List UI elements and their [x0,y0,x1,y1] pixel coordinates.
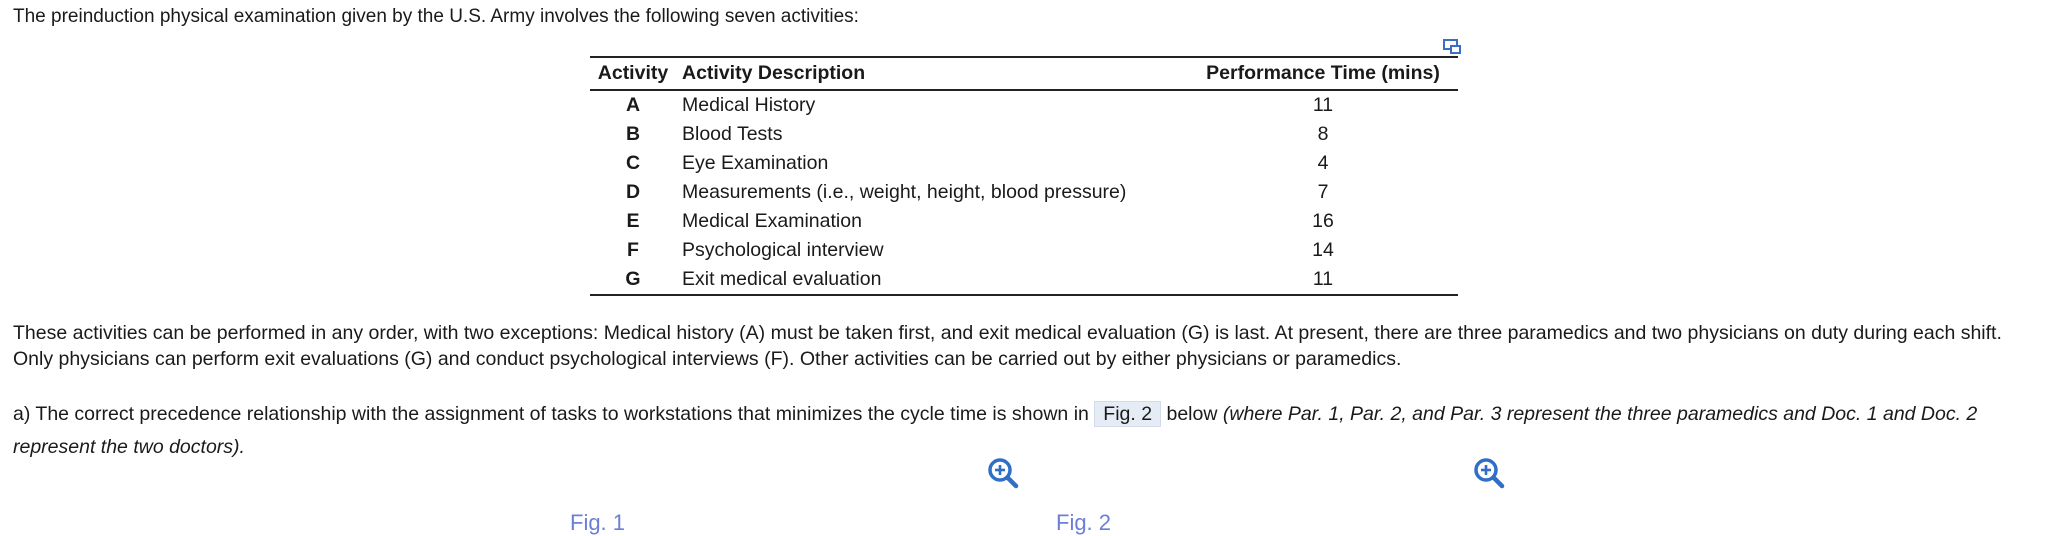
cell-activity: E [626,210,640,232]
cell-description: Psychological interview [682,239,884,261]
cell-description: Medical Examination [682,210,862,232]
table-row [590,265,1458,295]
table-row [590,207,1458,236]
cell-description: Exit medical evaluation [682,268,882,290]
cell-activity: B [625,123,641,145]
question-text-italic: (where Par. 1, Par. 2, and Par. 3 represent the three paramedics and Doc. 1 and Doc. 2 represent the two doctors). [13,403,1978,458]
header-activity: Activity [597,62,669,84]
cell-time: 14 [1312,239,1334,261]
cell-description: Medical History [682,94,816,116]
table-row [590,90,1458,120]
table-header-row [590,57,1458,90]
header-time: Performance Time (mins) [1206,62,1440,84]
table-row [590,236,1458,265]
cell-activity: G [625,268,641,290]
zoom-in-icon[interactable] [986,456,1020,490]
cell-description: Blood Tests [682,123,783,145]
cell-activity: D [625,181,641,203]
table-row [590,178,1458,207]
activities-table [590,56,1458,296]
cell-time: 4 [1317,152,1329,174]
cell-time: 8 [1317,123,1329,145]
figure-1-label[interactable]: Fig. 1 [570,510,626,535]
expand-table-icon[interactable] [1442,36,1462,56]
cell-time: 11 [1312,94,1334,116]
table-row [590,120,1458,149]
cell-description: Eye Examination [682,152,829,174]
figure-2-label[interactable]: Fig. 2 [1056,510,1112,535]
cell-time: 11 [1312,268,1334,290]
cell-activity: F [627,239,639,261]
cell-time: 7 [1317,181,1329,203]
cell-description: Measurements (i.e., weight, height, blood pressure) [682,181,1127,203]
intro-text: The preinduction physical examination given by the U.S. Army involves the following seven activities: [13,6,859,27]
cell-time: 16 [1312,210,1334,232]
question-text-before: a) The correct precedence relationship with the assignment of tasks to workstations that minimizes the cycle time is shown in [13,403,1095,425]
question-text-middle: below [1161,403,1223,425]
question-paragraph [13,398,2033,464]
header-description: Activity Description [682,62,866,84]
zoom-in-icon[interactable] [1472,456,1506,490]
constraints-paragraph: These activities can be performed in any order, with two exceptions: Medical history (A) must be taken first, and exit medical evaluation (G) is last. At present, there are three paramedics and two physicians on duty during each shift. Only physicians can perform exit evaluations (G) and conduct psychological interviews (F). Other activities can be carried out by either physicians or paramedics. [13,322,2002,370]
fig-2-link[interactable]: Fig. 2 [1094,401,1161,427]
cell-activity: C [625,152,641,174]
table-row [590,149,1458,178]
cell-activity: A [625,94,641,116]
